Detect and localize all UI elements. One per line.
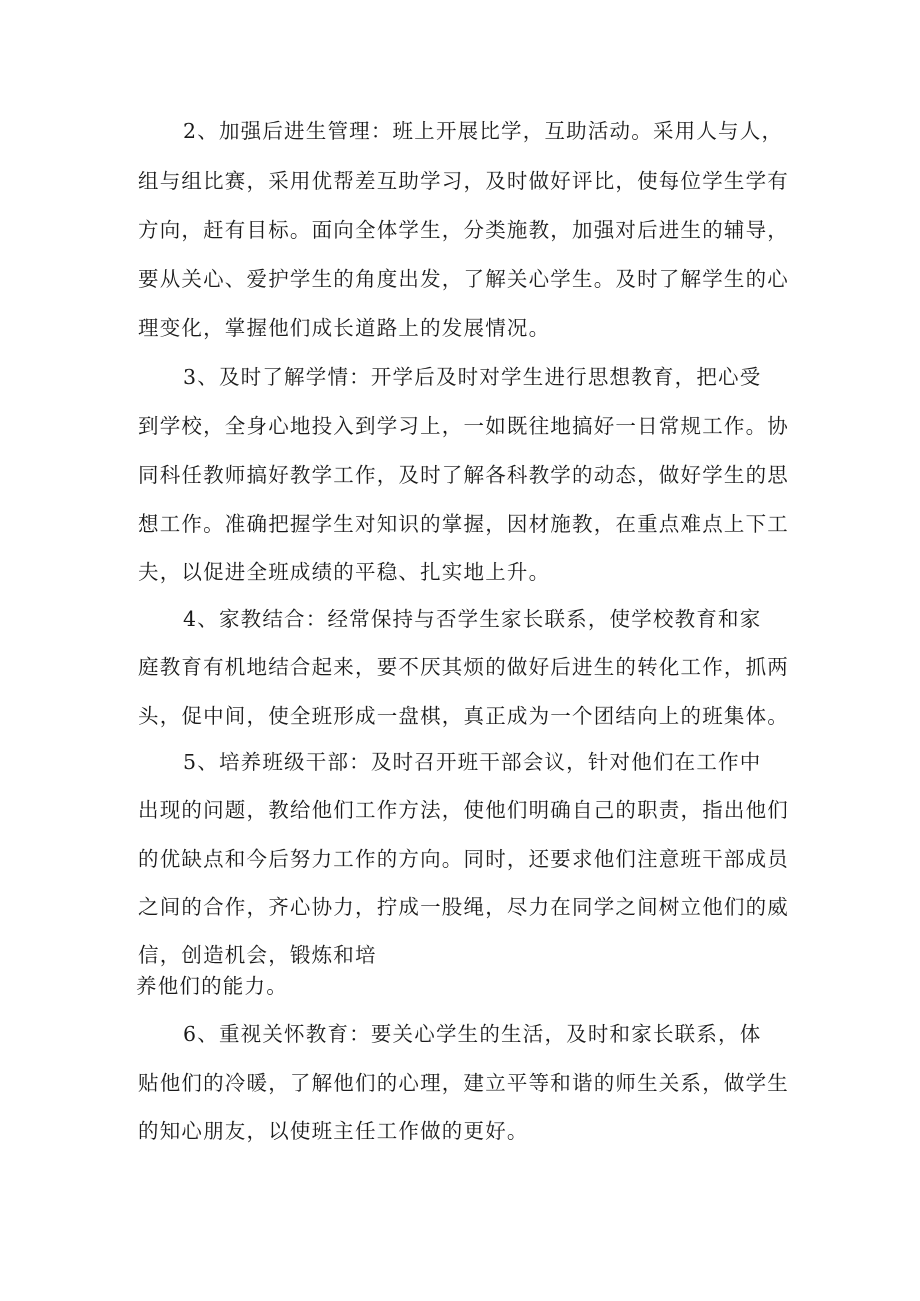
paragraph-line: 养他们的能力。 xyxy=(136,974,288,998)
paragraph-line: 6、重视关怀教育：要关心学生的生活，及时和家长联系，体 xyxy=(183,1022,762,1046)
paragraph-line: 2、加强后进生管理：班上开展比学，互助活动。采用人与人， xyxy=(183,119,784,143)
paragraph-line: 信，创造机会，锻炼和培 xyxy=(138,943,377,967)
paragraph-line: 想工作。准确把握学生对知识的掌握，因材施教，在重点难点上下工 xyxy=(138,512,789,536)
paragraph-line: 的知心朋友，以使班主任工作做的更好。 xyxy=(138,1119,529,1143)
paragraph-line: 头，促中间，使全班形成一盘棋，真正成为一个团结向上的班集体。 xyxy=(138,704,789,728)
paragraph-line: 的优缺点和今后努力工作的方向。同时，还要求他们注意班干部成员 xyxy=(138,847,789,871)
paragraph-line: 4、家教结合：经常保持与否学生家长联系，使学校教育和家 xyxy=(183,607,762,631)
paragraph-line: 组与组比赛，采用优帮差互助学习，及时做好评比，使每位学生学有 xyxy=(138,169,789,193)
paragraph-line: 夫，以促进全班成绩的平稳、扎实地上升。 xyxy=(138,560,551,584)
paragraph-line: 3、及时了解学情：开学后及时对学生进行思想教育，把心受 xyxy=(183,365,762,389)
paragraph-line: 同科任教师搞好教学工作，及时了解各科教学的动态，做好学生的思 xyxy=(138,463,789,487)
paragraph-line: 庭教育有机地结合起来，要不厌其烦的做好后进生的转化工作，抓两 xyxy=(138,655,789,679)
paragraph-line: 方向，赶有目标。面向全体学生，分类施教，加强对后进生的辅导， xyxy=(138,218,789,242)
paragraph-line: 5、培养班级干部：及时召开班干部会议，针对他们在工作中 xyxy=(183,750,762,774)
paragraph-line: 理变化，掌握他们成长道路上的发展情况。 xyxy=(138,316,551,340)
paragraph-line: 贴他们的冷暖，了解他们的心理，建立平等和谐的师生关系，做学生 xyxy=(138,1071,789,1095)
paragraph-line: 到学校，全身心地投入到学习上，一如既往地搞好一日常规工作。协 xyxy=(138,414,789,438)
paragraph-line: 要从关心、爱护学生的角度出发，了解关心学生。及时了解学生的心 xyxy=(138,267,789,291)
paragraph-line: 之间的合作，齐心协力，拧成一股绳，尽力在同学之间树立他们的威 xyxy=(138,895,789,919)
paragraph-line: 出现的问题，教给他们工作方法，使他们明确自己的职责，指出他们 xyxy=(138,798,789,822)
